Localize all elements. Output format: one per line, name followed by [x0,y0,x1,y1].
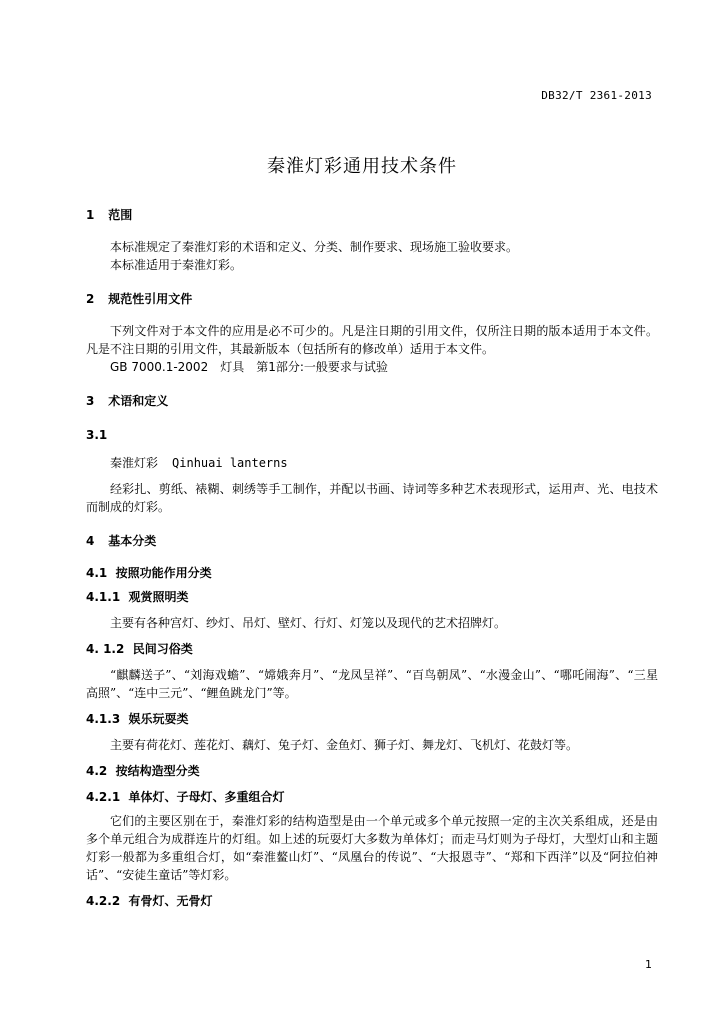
section-number: 4.2.2 [86,894,121,908]
subsection-4-2-heading [86,762,658,780]
section-number: 3 [86,394,95,408]
term-english: Qinhuai lanterns [172,456,288,470]
paragraph: 主要有荷花灯、莲花灯、藕灯、兔子灯、金鱼灯、狮子灯、舞龙灯、飞机灯、花鼓灯等。 [110,738,579,752]
paragraph: 本标准适用于秦淮灯彩。 [110,258,243,272]
section-title: 基本分类 [108,534,157,548]
term-chinese: 秦淮灯彩 [110,456,159,470]
section-number: 4.2.1 [86,790,121,804]
document-body [86,206,658,910]
section-title: 术语和定义 [108,394,169,408]
paragraph: 主要有各种宫灯、纱灯、吊灯、壁灯、行灯、灯笼以及现代的艺术招牌灯。 [110,616,507,630]
subsection-4-2-2-heading [86,892,658,910]
section-number: 4.1.3 [86,712,121,726]
subsection-3-1-number: 3.1 [86,428,108,442]
section-title: 有骨灯、无骨灯 [128,894,213,908]
section-title: 范围 [108,208,133,222]
section-title: 民间习俗类 [132,642,193,656]
section-number: 4.2 [86,764,108,778]
paragraph: 本标准规定了秦淮灯彩的术语和定义、分类、制作要求、现场施工验收要求。 [110,240,519,254]
section-title: 娱乐玩耍类 [128,712,189,726]
section-4-heading [86,532,658,550]
section-2-heading [86,290,658,308]
paragraph: 它们的主要区别在于，秦淮灯彩的结构造型是由一个单元或多个单元按照一定的主次关系组成，还是由多个单元组合为成群连片的灯组。如上述的玩耍灯大多数为单体灯；而走马灯则为子母灯，大型灯山和主题灯彩一般都为多重组合灯，如“秦淮鳌山灯”、“凤凰台的传说”、“大报恩寺”、“郑和下西洋”以及“阿拉伯神话”、“安徒生童话”等灯彩。 [86,814,658,882]
subsection-4-1-heading [86,564,658,582]
section-1-heading [86,206,658,224]
section-title: 按照功能作用分类 [115,566,212,580]
section-number: 4.1 [86,566,108,580]
term-line [86,454,658,472]
standard-code: DB32/T 2361-2013 [541,89,652,102]
page-number: 1 [645,958,652,971]
subsection-4-1-2-heading [86,640,658,658]
section-title: 单体灯、子母灯、多重组合灯 [128,790,285,804]
subsection-4-1-1-heading [86,588,658,606]
normative-reference: GB 7000.1-2002 灯具 第1部分:一般要求与试验 [110,360,388,374]
paragraph: 下列文件对于本文件的应用是必不可少的。凡是注日期的引用文件，仅所注日期的版本适用于本文件。凡是不注日期的引用文件，其最新版本（包括所有的修改单）适用于本文件。 [86,324,658,356]
section-title: 按结构造型分类 [115,764,200,778]
section-title: 规范性引用文件 [108,292,193,306]
section-number: 4 [86,534,95,548]
subsection-4-1-3-heading [86,710,658,728]
paragraph: “麒麟送子”、“刘海戏蟾”、“嫦娥奔月”、“龙凤呈祥”、“百鸟朝凤”、“水漫金山”、“哪吒闹海”、“三星高照”、“连中三元”、“鲤鱼跳龙门”等。 [86,668,658,700]
section-number: 1 [86,208,95,222]
section-title: 观赏照明类 [128,590,189,604]
term-definition: 经彩扎、剪纸、裱糊、刺绣等手工制作，并配以书画、诗词等多种艺术表现形式，运用声、光、电技术而制成的灯彩。 [86,482,658,514]
subsection-4-2-1-heading [86,788,658,806]
section-number: 4.1.1 [86,590,121,604]
section-3-heading [86,392,658,410]
section-number: 2 [86,292,95,306]
section-number: 4. 1.2 [86,642,125,656]
document-title: 秦淮灯彩通用技术条件 [267,156,457,177]
